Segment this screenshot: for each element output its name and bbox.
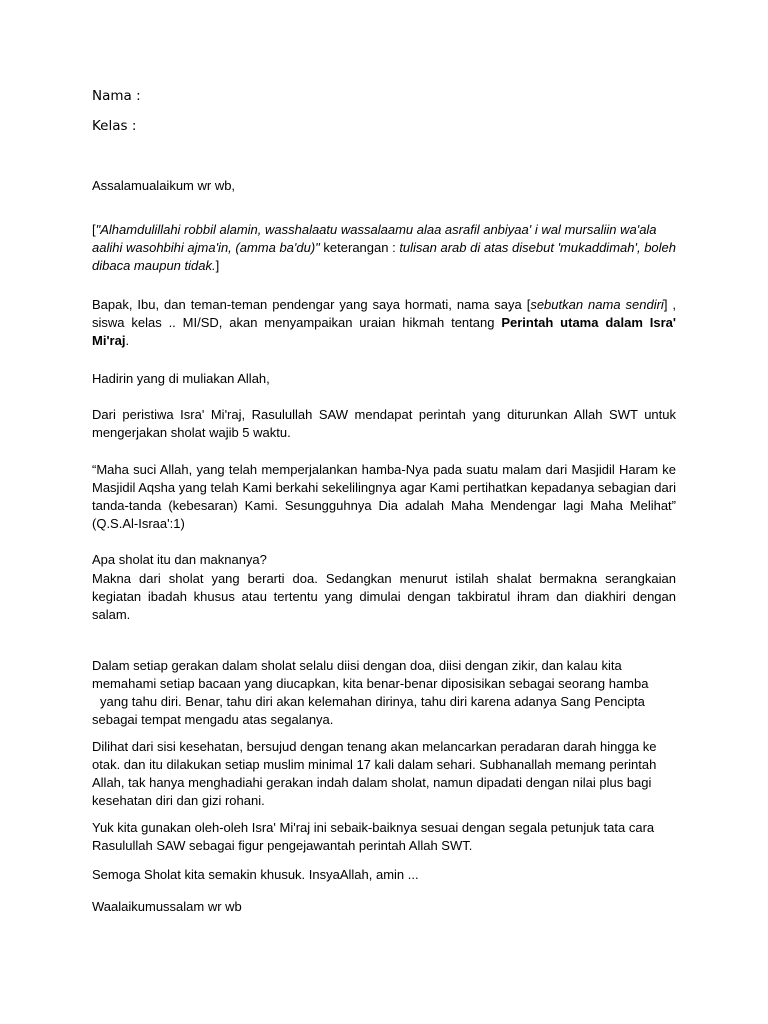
intro-paragraph	[92, 296, 676, 350]
kelas-field-label	[92, 117, 676, 135]
open-bracket: [	[92, 222, 96, 237]
closing-salam: Waalaikumussalam wr wb	[92, 899, 242, 914]
paragraph-makna: Makna dari sholat yang berarti doa. Sedangkan menurut istilah shalat bermakna serangkaian kegiatan ibadah khusus atau tertentu yang dimulai dengan takbiratul ihram dan diakhiri dengan salam.	[92, 571, 676, 622]
doa-line: memahami setiap bacaan yang diucapkan, kita benar-benar diposisikan sebagai seorang hamba	[92, 676, 649, 691]
salutation: Hadirin yang di muliakan Allah,	[92, 371, 270, 386]
paragraph-perintah: Dari peristiwa Isra' Mi'raj, Rasulullah SAW mendapat perintah yang diturunkan Allah SWT untuk mengerjakan sholat wajib 5 waktu.	[92, 407, 676, 440]
kesehatan-line: kesehatan diri dan gizi rohani.	[92, 793, 265, 808]
intro-placeholder: sebutkan nama sendiri	[530, 297, 664, 312]
keterangan-label: keterangan :	[319, 240, 400, 255]
intro-text-2: ] , siswa kelas .. MI/SD, akan menyampaikan uraian hikmah tentang	[92, 297, 676, 330]
close-bracket: ]	[215, 258, 220, 273]
paragraph-semoga: Semoga Sholat kita semakin khusuk. InsyaAllah, amin ...	[92, 867, 419, 882]
doa-line: Dalam setiap gerakan dalam sholat selalu diisi dengan doa, diisi dengan zikir, dan kalau kita	[92, 658, 622, 673]
quran-quote: “Maha suci Allah, yang telah memperjalankan hamba-Nya pada suatu malam dari Masjidil Haram ke Masjidil Aqsha yang telah Kami berkahi sekelilingnya agar Kami pertihatkan kepadanya sebagian dari tanda-tanda (kebesaran) Kami. Sesungguhnya Dia adalah Maha Mendengar lagi Maha Melihat” (Q.S.Al-Israa':1)	[92, 462, 676, 531]
nama-label: Nama :	[92, 88, 141, 104]
kesehatan-line: Dilihat dari sisi kesehatan, bersujud dengan tenang akan melancarkan peradaran darah hingga ke	[92, 739, 657, 754]
doa-line: sebagai tempat mengadu atas segalanya.	[92, 712, 334, 727]
paragraph-oleh-oleh	[92, 819, 676, 855]
question-heading: Apa sholat itu dan maknanya?	[92, 552, 267, 567]
mukaddimah-note: tulisan arab di atas disebut 'mukaddimah', boleh dibaca maupun tidak.	[92, 240, 677, 273]
oleh-oleh-line: Yuk kita gunakan oleh-oleh Isra' Mi'raj ini sebaik-baiknya sesuai dengan segala petunjuk tata cara	[92, 820, 655, 835]
nama-field-label	[92, 87, 676, 105]
kesehatan-line: Allah, tak hanya menghadiahi gerakan indah dalam sholat, namun dipadati dengan nilai plus bagi	[92, 775, 652, 790]
oleh-oleh-line: Rasulullah SAW sebagai figur pengejawantah perintah Allah SWT.	[92, 838, 473, 853]
mukaddimah-arabic: "Alhamdulillahi robbil alamin, wasshalaatu wassalaamu alaa asrafil anbiyaa' i wal mursaliin wa'ala aalihi wasohbihi ajma'in, (amma ba'du)"	[92, 222, 657, 255]
greeting: Assalamualaikum wr wb,	[92, 178, 236, 193]
document-page	[92, 0, 676, 1024]
kesehatan-line: otak. dan itu dilakukan setiap muslim minimal 17 kali dalam sehari. Subhanallah memang perintah	[92, 757, 657, 772]
doa-line: yang tahu diri. Benar, tahu diri akan kelemahan dirinya, tahu diri karena adanya Sang Pencipta	[100, 694, 645, 709]
kelas-label: Kelas :	[92, 118, 137, 134]
paragraph-doa	[92, 657, 676, 729]
intro-topic: Perintah utama dalam Isra' Mi'raj	[92, 315, 676, 348]
opening-mukaddimah	[92, 221, 676, 275]
intro-text-1: Bapak, Ibu, dan teman-teman pendengar yang saya hormati, nama saya [	[92, 297, 531, 312]
intro-text-3: .	[125, 333, 130, 348]
paragraph-kesehatan	[92, 738, 676, 810]
